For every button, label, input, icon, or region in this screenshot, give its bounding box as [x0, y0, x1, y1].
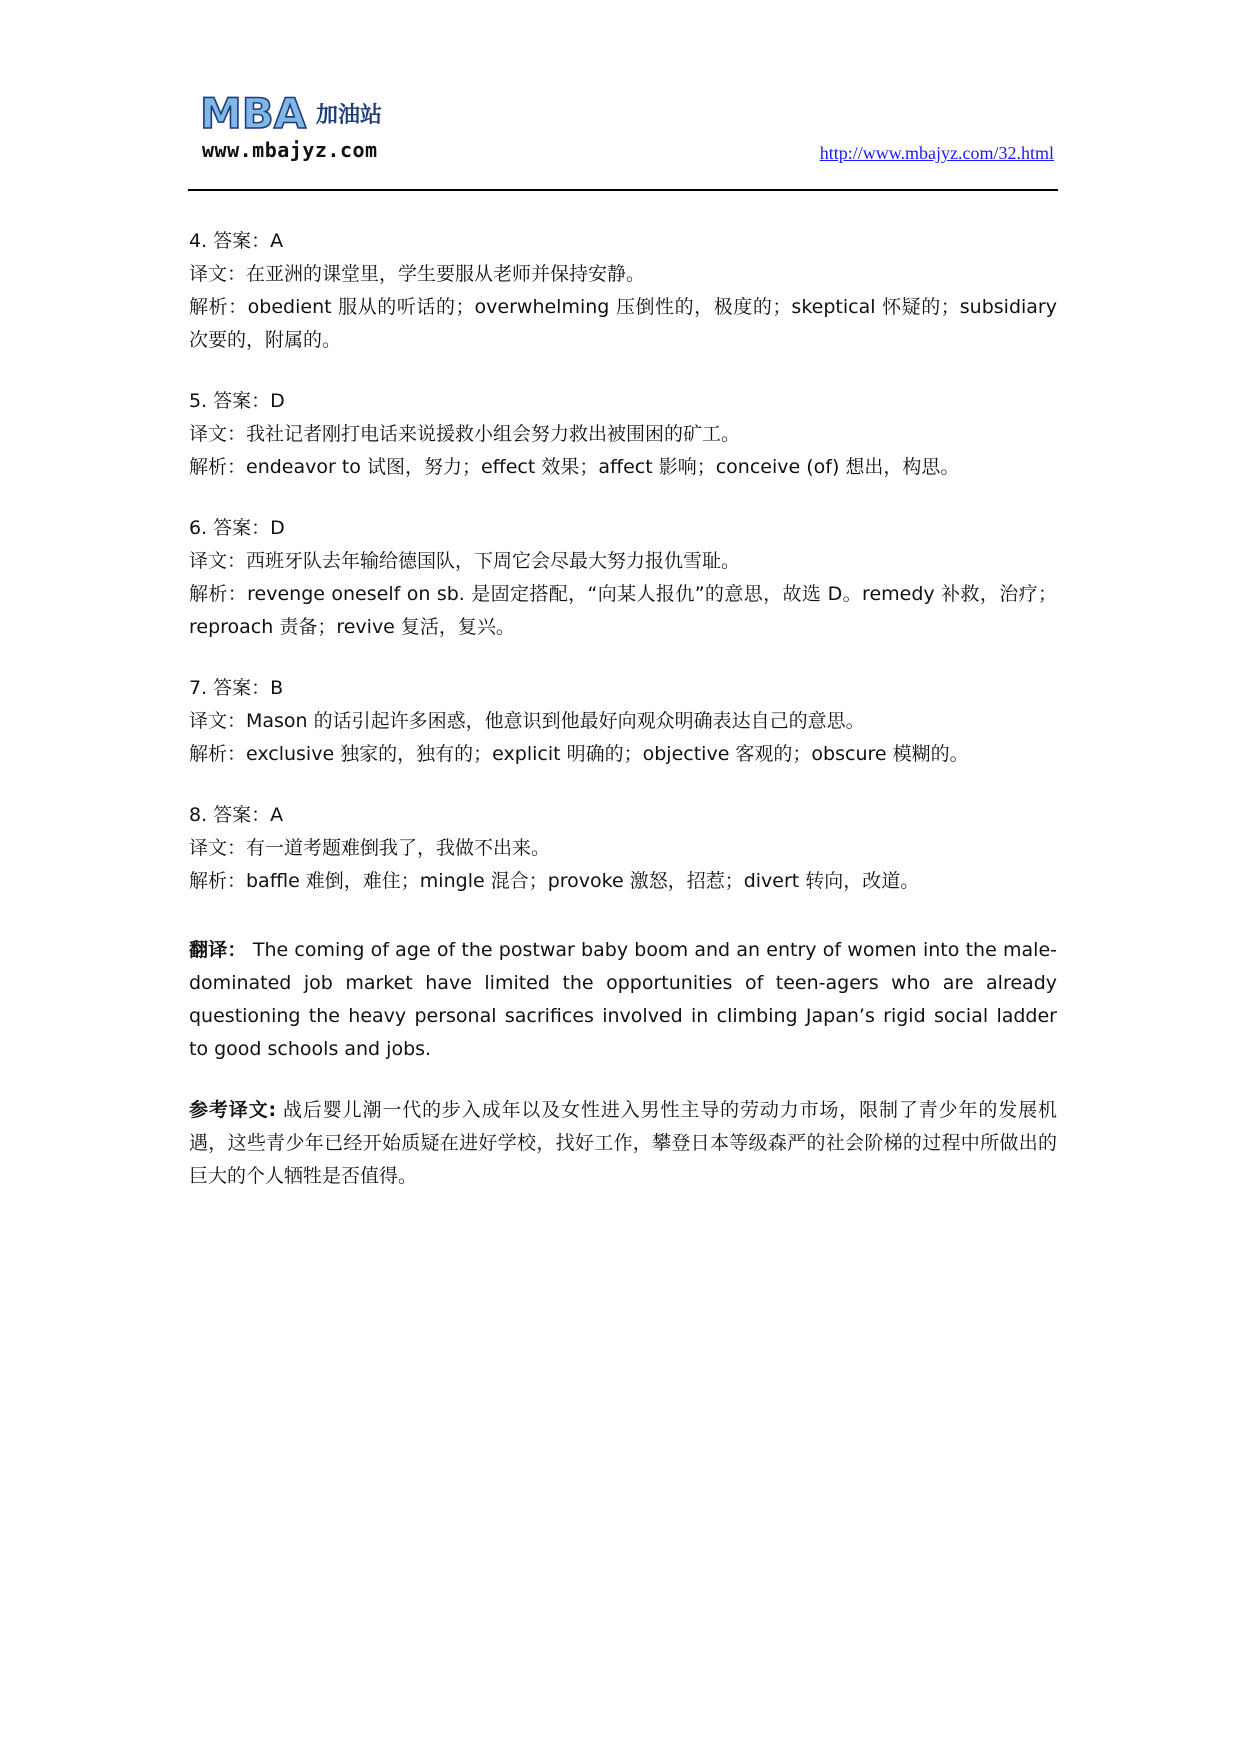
answer-block-8 [189, 799, 1057, 898]
analysis-line: 解析：revenge oneself on sb. 是固定搭配，“向某人报仇”的意思，故选 D。remedy 补救，治疗；reproach 责备；revive 复活，复兴。 [189, 583, 1057, 638]
analysis-line: 解析：endeavor to 试图，努力；effect 效果；affect 影响；conceive (of) 想出，构思。 [189, 456, 960, 478]
reference-paragraph [189, 1094, 1057, 1193]
translation-line: 译文：Mason 的话引起许多困惑，他意识到他最好向观众明确表达自己的意思。 [189, 710, 865, 732]
header-link[interactable]: http://www.mbajyz.com/32.html [819, 143, 1054, 163]
translation-text: The coming of age of the postwar baby boom and an entry of women into the male-dominated job market have limited the opportunities of teen-agers who are already questioning the heavy personal sacrifices involved in climbing Japan’s rigid social ladder to good schools and jobs. [189, 939, 1057, 1060]
answer-line: 8. 答案：A [189, 804, 284, 826]
reference-text: 战后婴儿潮一代的步入成年以及女性进入男性主导的劳动力市场，限制了青少年的发展机遇，这些青少年已经开始质疑在进好学校，找好工作，攀登日本等级森严的社会阶梯的过程中所做出的巨大的个人牺牲是否值得。 [189, 1099, 1057, 1187]
analysis-line: 解析：obedient 服从的听话的；overwhelming 压倒性的，极度的；skeptical 怀疑的；subsidiary 次要的，附属的。 [189, 296, 1057, 351]
analysis-line: 解析：baffle 难倒，难住；mingle 混合；provoke 激怒，招惹；divert 转向，改道。 [189, 870, 920, 892]
answer-line: 4. 答案：A [189, 230, 284, 252]
answer-line: 5. 答案：D [189, 390, 285, 412]
page-header [188, 86, 1058, 190]
reference-section [189, 1094, 1057, 1193]
translation-label: 翻译： [189, 939, 247, 961]
document-body [189, 225, 1057, 1193]
logo-url-text: www.mbajyz.com [202, 138, 378, 162]
translation-line: 译文：在亚洲的课堂里，学生要服从老师并保持安静。 [189, 263, 646, 285]
translation-paragraph [189, 934, 1057, 1066]
logo-cn-text: 加油站 [316, 103, 383, 128]
translation-line: 译文：我社记者刚打电话来说援救小组会努力救出被围困的矿工。 [189, 423, 741, 445]
answer-block-5 [189, 385, 1057, 484]
reference-label: 参考译文: [189, 1099, 277, 1121]
logo-mba-text: MBA [200, 89, 307, 138]
translation-section [189, 934, 1057, 1066]
header-divider [188, 189, 1058, 191]
answer-block-4 [189, 225, 1057, 357]
answer-block-6 [189, 512, 1057, 644]
answer-block-7 [189, 672, 1057, 771]
translation-line: 译文：有一道考题难倒我了，我做不出来。 [189, 837, 551, 859]
translation-line: 译文：西班牙队去年输给德国队，下周它会尽最大努力报仇雪耻。 [189, 550, 741, 572]
analysis-line: 解析：exclusive 独家的，独有的；explicit 明确的；objective 客观的；obscure 模糊的。 [189, 743, 969, 765]
answer-line: 6. 答案：D [189, 517, 285, 539]
answer-line: 7. 答案：B [189, 677, 284, 699]
